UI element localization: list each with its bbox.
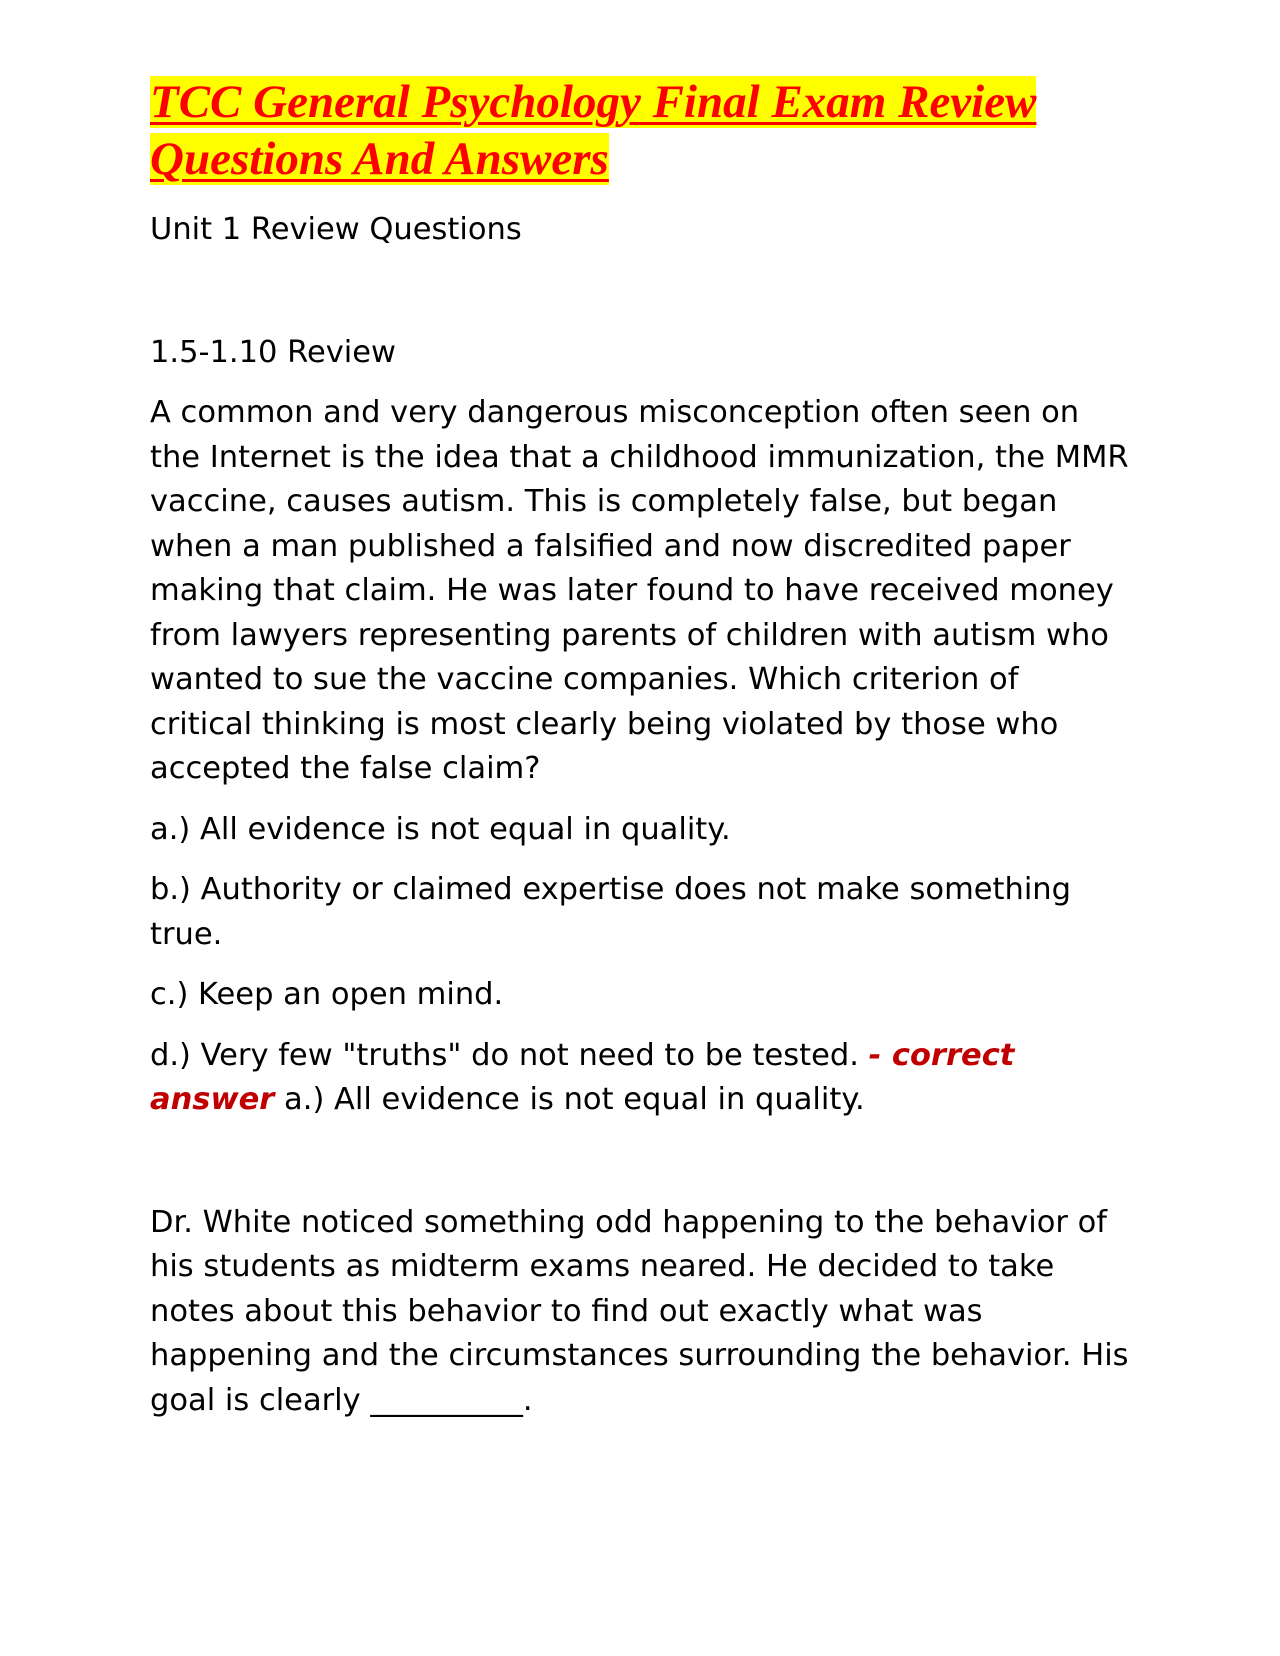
document-title: [150, 74, 1130, 188]
question-2: [150, 1201, 1130, 1424]
question-1-option-c: c.) Keep an open mind.: [150, 977, 504, 1012]
section-heading: 1.5-1.10 Review: [150, 334, 396, 370]
correct-answer-marker: - correct answer: [150, 1037, 1015, 1117]
document-page: [150, 74, 1130, 1439]
question-1-option-b: b.) Authority or claimed expertise does not make something true.: [150, 872, 1072, 952]
title-line-1: TCC General Psychology Final Exam Review: [150, 76, 1037, 128]
question-1-option-a: a.) All evidence is not equal in quality.: [150, 811, 731, 847]
question-2-stem: Dr. White noticed something odd happening to the behavior of his students as midterm exams neared. He decided to take notes about this behavior to find out exactly what was happening and the circumstances surrounding the behavior. His goal is clearly __________.: [150, 1204, 1129, 1418]
question-1-option-d: d.) Very few "truths" do not need to be tested.: [150, 1037, 869, 1073]
unit-heading: Unit 1 Review Questions: [150, 212, 522, 247]
correct-answer-text: a.) All evidence is not equal in quality.: [274, 1082, 865, 1117]
question-1: [150, 391, 1130, 1123]
title-line-2: Questions And Answers: [150, 133, 609, 185]
question-1-stem: A common and very dangerous misconception often seen on the Internet is the idea that a childhood immunization, the MMR vaccine, causes autism. This is completely false, but began when a man published a falsified and now discredited paper making that claim. He was later found to have received money from lawyers representing parents of children with autism who wanted to sue the vaccine companies. Which criterion of critical thinking is most clearly being violated by those who accepted the false claim?: [150, 395, 1129, 786]
question-1-option-d-with-answer: [150, 1034, 1130, 1123]
